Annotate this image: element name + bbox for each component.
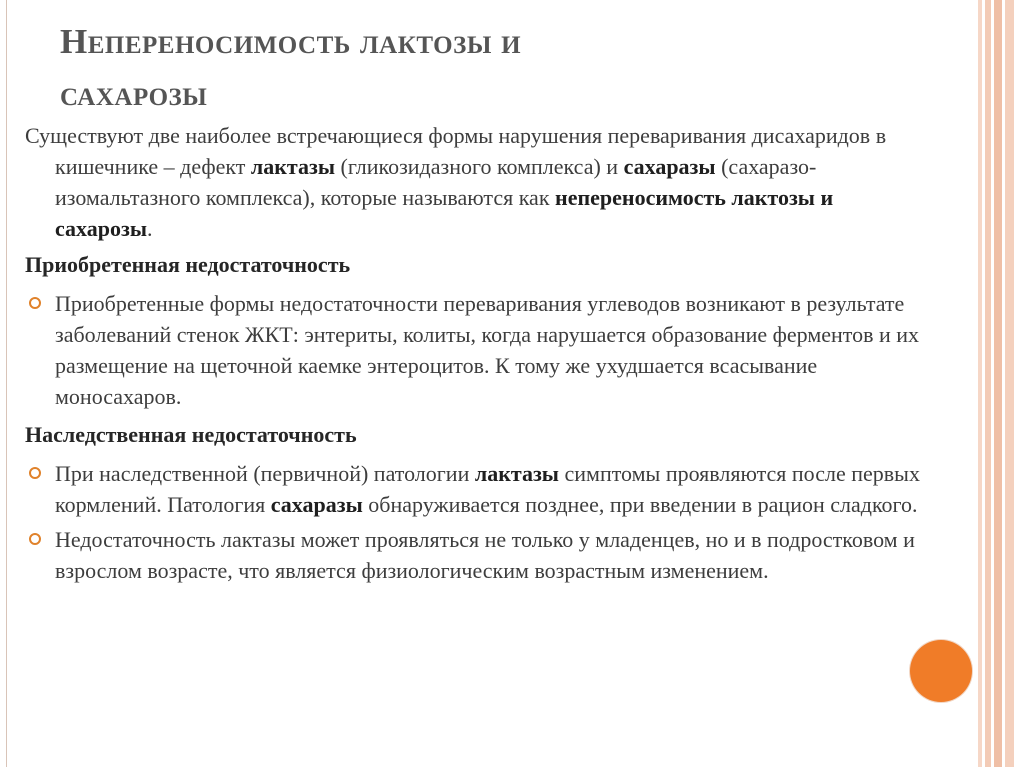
decorative-stripes <box>972 0 1014 767</box>
orange-circle-decoration <box>910 640 972 702</box>
hereditary-item1-text-1: При наследственной (первичной) патологии <box>55 461 475 486</box>
bullet-circle-icon <box>29 297 41 309</box>
acquired-list <box>25 288 925 412</box>
list-item <box>25 288 925 412</box>
intro-text-1: Существуют две наиболее встречающиеся формы нарушения переваривания дисахаридов в кишечнике – дефект <box>25 123 887 179</box>
acquired-heading: Приобретенная недостаточность <box>25 252 351 277</box>
list-item <box>25 524 925 586</box>
slide-content <box>25 120 925 590</box>
hereditary-list <box>25 458 925 586</box>
hereditary-item1-bold-lactase: лактазы <box>474 461 559 486</box>
title-line-1: Непереносимость лактозы и <box>60 22 522 61</box>
hereditary-item1-text-3: обнаруживается позднее, при введении в рацион сладкого. <box>362 492 918 517</box>
intro-bold-intolerance: непереносимость лактозы и сахарозы <box>55 185 834 241</box>
acquired-item-text: Приобретенные формы недостаточности переваривания углеводов возникают в результате заболеваний стенок ЖКТ: энтериты, колиты, когда нарушается образование ферментов и их размещение на щеточной каемке энтероцитов. К тому же ухудшается всасывание моносахаров. <box>55 291 920 409</box>
list-item <box>25 458 925 520</box>
hereditary-item2-text: Недостаточность лактазы может проявляться не только у младенцев, но и в подростковом и взрослом возрасте, что является физиологическим возрастным изменением. <box>55 527 915 583</box>
intro-text-4: . <box>147 216 153 241</box>
hereditary-item1-bold-sucrase: сахаразы <box>270 492 363 517</box>
intro-bold-sucrase: сахаразы <box>623 154 716 179</box>
stripe <box>994 0 1002 767</box>
intro-bold-lactase: лактазы <box>250 154 336 179</box>
intro-text-2: (гликозидазного комплекса) и <box>335 154 624 179</box>
hereditary-item1-text-2: симптомы проявляются после первых кормлений. Патология <box>55 461 920 517</box>
hereditary-heading: Наследственная недостаточность <box>25 422 357 447</box>
bullet-circle-icon <box>29 467 41 479</box>
stripe <box>985 0 991 767</box>
slide-title <box>60 16 780 120</box>
intro-paragraph <box>25 120 925 244</box>
stripe <box>1005 0 1014 767</box>
intro-text-3: (сахаразо-изомальтазного комплекса), которые называются как <box>55 154 817 210</box>
left-border-line <box>6 0 7 767</box>
title-line-2: сахарозы <box>60 74 208 113</box>
stripe <box>978 0 982 767</box>
bullet-circle-icon <box>29 533 41 545</box>
